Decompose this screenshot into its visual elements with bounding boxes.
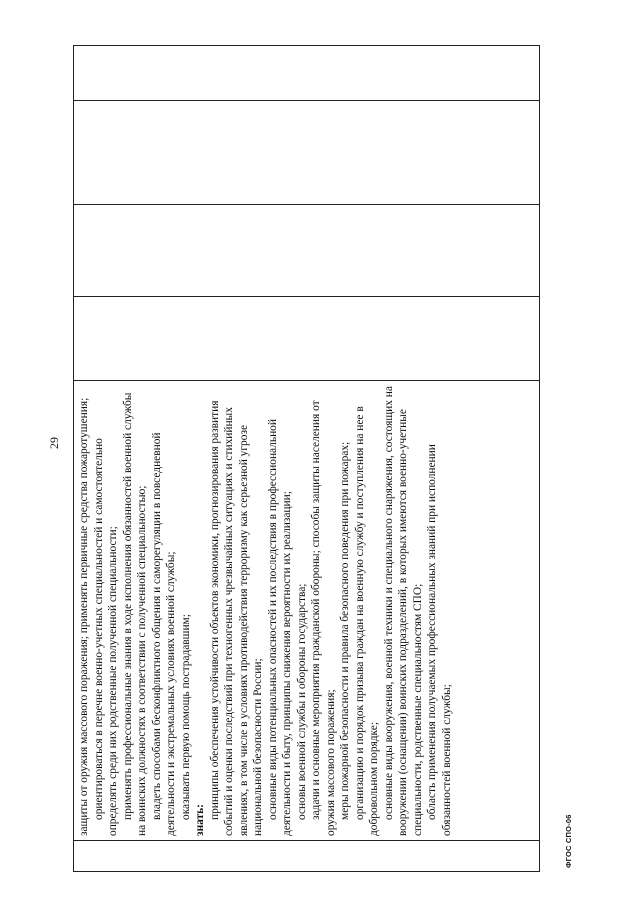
discipline-cell [74, 101, 540, 205]
requirement-paragraph: оказывать первую помощь пострадавшим; [179, 614, 192, 820]
requirement-paragraph: задачи и основные мероприятия гражданской обороны; способы защиты населения от оружия массового поражения; [310, 400, 337, 836]
required-hours-cell [74, 205, 540, 297]
competency-table [73, 45, 540, 872]
requirement-paragraph: основы военной службы и обороны государства; [295, 583, 308, 820]
requirement-paragraph: основные виды потенциальных опасностей и их последствия в профессиональной деятельности и быту, принципы снижения вероятности их реализации; [266, 419, 293, 836]
requirement-paragraph: защиты от оружия массового поражения; применять первичные средства пожаротушения; [78, 397, 90, 836]
requirement-paragraph: основные виды вооружения, военной техники и специального снаряжения, состоящих на вооружении (оснащении) воинских подразделений, в которых имеются военно-учетные специальности, родственные специальностям СПО; [382, 386, 424, 836]
standard-footer: ФГОС СПО-06 [564, 814, 573, 868]
table-row [74, 46, 540, 872]
requirements-text [77, 385, 454, 836]
requirement-paragraph: организацию и порядок призыва граждан на военную службу и поступления на нее в добровольном порядке; [353, 406, 380, 836]
requirement-paragraph: меры пожарной безопасности и правила безопасного поведения при пожарах; [339, 441, 351, 820]
requirement-paragraph: владеть способами бесконфликтного общения и саморегуляции в повседневной деятельности и экстремальных условиях военной службы; [150, 432, 177, 836]
requirement-paragraph: ориентироваться в перечне военно-учетных специальностей и самостоятельно определять среди них родственные полученной специальности; [92, 438, 119, 836]
max-load-cell [74, 297, 540, 381]
page-number: 29 [47, 437, 61, 449]
section-heading: знать: [194, 804, 206, 836]
requirement-paragraph: принципы обеспечения устойчивости объектов экономики, прогнозирования развития событий и оценки последствий при техногенных чрезвычайных ситуациях и стихийных явлениях, в том числе в условиях противодействия терроризму как серьезной угрозе национальной безопасности России; [208, 400, 264, 836]
requirements-cell [74, 381, 540, 841]
requirement-paragraph: область применения получаемых профессиональных знаний при исполнении обязанностей военной службы; [426, 444, 453, 836]
rotated-document-page [37, 46, 617, 872]
competency-codes-cell [74, 46, 540, 101]
requirement-paragraph: применять профессиональные знания в ходе исполнения обязанностей военной службы на воинских должностях в соответствии с полученной специальностью; [121, 392, 148, 836]
index-cell [74, 841, 540, 872]
